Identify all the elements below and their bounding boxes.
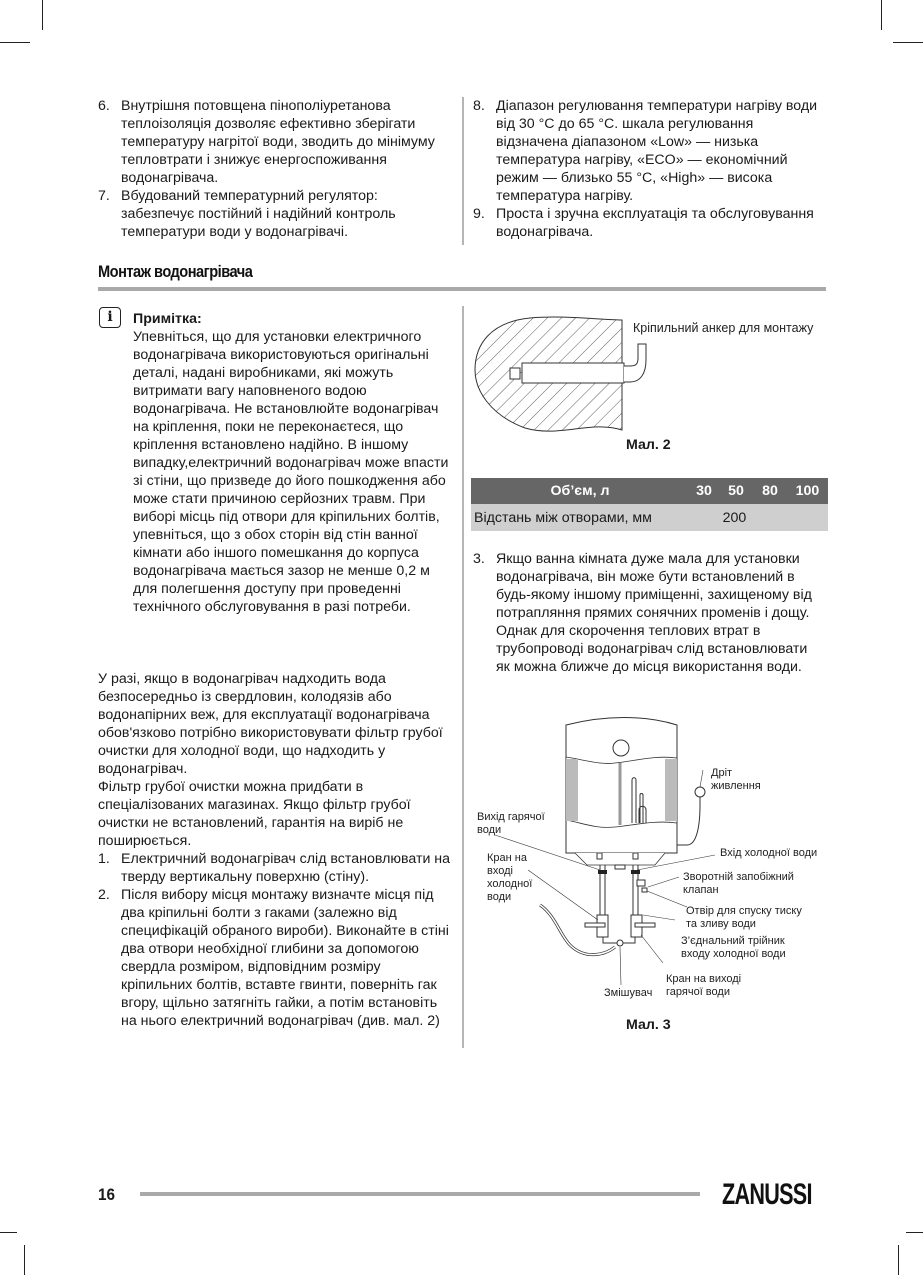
label-hot-tap: Кран на виході гарячої води [666, 973, 742, 998]
column-divider [462, 97, 464, 245]
crop-mark [42, 0, 43, 30]
column-divider [462, 306, 464, 1048]
label-hot-out: Вихід гарячої води [477, 811, 545, 836]
install-step: 2. Після вибору місця монтажу визначте місця під два кріпильні болти з гаками (залежно від специфікацій обраного вироби). Виконайте в стіні два отвори необхідної глибини за допомогою свердла розміром, відповідним розміру кріпильних болтів, вставте гвинти, поверніть гак вгору, щільно затягніть гайки, а потім встановіть на нього електричний водонагрівач (див. мал. 2) [98, 887, 449, 1029]
label-mixer: Змішувач [604, 987, 653, 999]
crop-mark [898, 1245, 899, 1275]
install-step: 3. Якщо ванна кімната дуже мала для установки водонагрівача, він може бути встановлений в будь-якому іншому приміщенні, захищеному від потрапляння прямих сонячних променів і дощу. Однак для скорочення теплових втрат в трубопроводі водонагрівач слід встановлювати як можна ближче до місця використання води. [473, 551, 812, 675]
figure-caption: Мал. 2 [626, 437, 671, 453]
feature-item: 8. Діапазон регулювання температури нагріву води від 30 °C до 65 °C. шкала регулювання відзначена діапазоном «Low» — низька температура нагріву, «ECO» — економічний режим — близько 55 °C, «High» — висока температура нагріву. [473, 98, 818, 204]
crop-mark [0, 42, 30, 43]
info-icon: i [99, 307, 121, 328]
top-right-column [473, 97, 825, 241]
page-number: 16 [98, 1185, 116, 1204]
label-power-wire: Дріт живлення [711, 767, 761, 792]
brand-logo: ZANUSSI [722, 1178, 812, 1211]
crop-mark [893, 42, 923, 43]
anchor-label: Кріпильний анкер для монтажу [633, 321, 814, 335]
label-cold-tap: Кран на вході холодної води [487, 852, 533, 903]
figure-caption: Мал. 3 [626, 1017, 671, 1033]
note-text: Упевніться, що для установки електричного водонагрівача використовуються оригінальні деталі, надані виробниками, які можуть витримати вагу наповненого водою водонагрівача. Не встановлюйте водонагрівач на кріплення, поки не переконаєтеся, що кріплення встановлено надійно. В іншому випадку,електричний водонагрівач може впасти зі стіни, що призведе до його пошкодження або може стати причиною серйозних травм. При виборі місць під отвори для кріпильних болтів, упевніться, що з обох сторін від стін ванної кімнати або іншого помешкання до корпуса водонагрівача мається зазор не менше 0,2 м для полегшення доступу при проведенні технічного обслуговування в разі потреби. [133, 329, 449, 615]
spec-table [471, 478, 828, 531]
section-rule [98, 287, 826, 291]
label-cold-in: Вхід холодної води [720, 847, 818, 859]
main-left-column [98, 670, 451, 1030]
crop-mark [0, 1232, 17, 1233]
feature-item: 9. Проста і зручна експлуатація та обслуговування водонагрівача. [473, 206, 814, 240]
main-right-column [473, 550, 825, 676]
feature-item: 6. Внутрішня потовщена пінополіуретанова теплоізоляція дозволяє ефективно зберігати температуру нагрітої води, зводить до мінімуму тепловтрати і знижує енергоспоживання водонагрівача. [98, 98, 435, 186]
label-drain: Отвір для спуску тиску та зливу води [686, 905, 802, 930]
crop-mark [24, 1245, 25, 1275]
install-step: 1. Електричний водонагрівач слід встановлювати на тверду вертикальну поверхню (стіну). [98, 851, 451, 885]
table-header-row: Об’єм, л 30 50 80 100 [471, 478, 828, 504]
filter-paragraph: У разі, якщо в водонагрівач надходить вода безпосередньо із свердловин, колодязів або водонапірних веж, для експлуатації водонагрівача обов'язково потрібно використовувати фільтр грубої очистки для холодної води, що надходить у водонагрівач. [98, 671, 443, 777]
crop-mark [906, 1232, 923, 1233]
footer-rule [140, 1192, 700, 1196]
note-title: Примітка: [133, 311, 202, 327]
section-title: Монтаж водонагрівача [98, 262, 253, 281]
note-block [133, 310, 451, 616]
feature-item: 7. Вбудований температурний регулятор: забезпечує постійний і надійний контроль температури води у водонагрівачі. [98, 188, 396, 240]
filter-paragraph: Фільтр грубої очистки можна придбати в спеціалізованих магазинах. Якщо фільтр грубої очистки не встановлений, гарантія на виріб не поширюється. [98, 779, 411, 849]
label-check-valve: Зворотній запобіжний клапан [683, 871, 794, 896]
crop-mark [881, 0, 882, 30]
table-row: Відстань між отворами, мм 200 [471, 504, 828, 531]
top-left-column [98, 97, 448, 241]
label-tee: З’єднальний трійник входу холодної води [681, 935, 786, 960]
